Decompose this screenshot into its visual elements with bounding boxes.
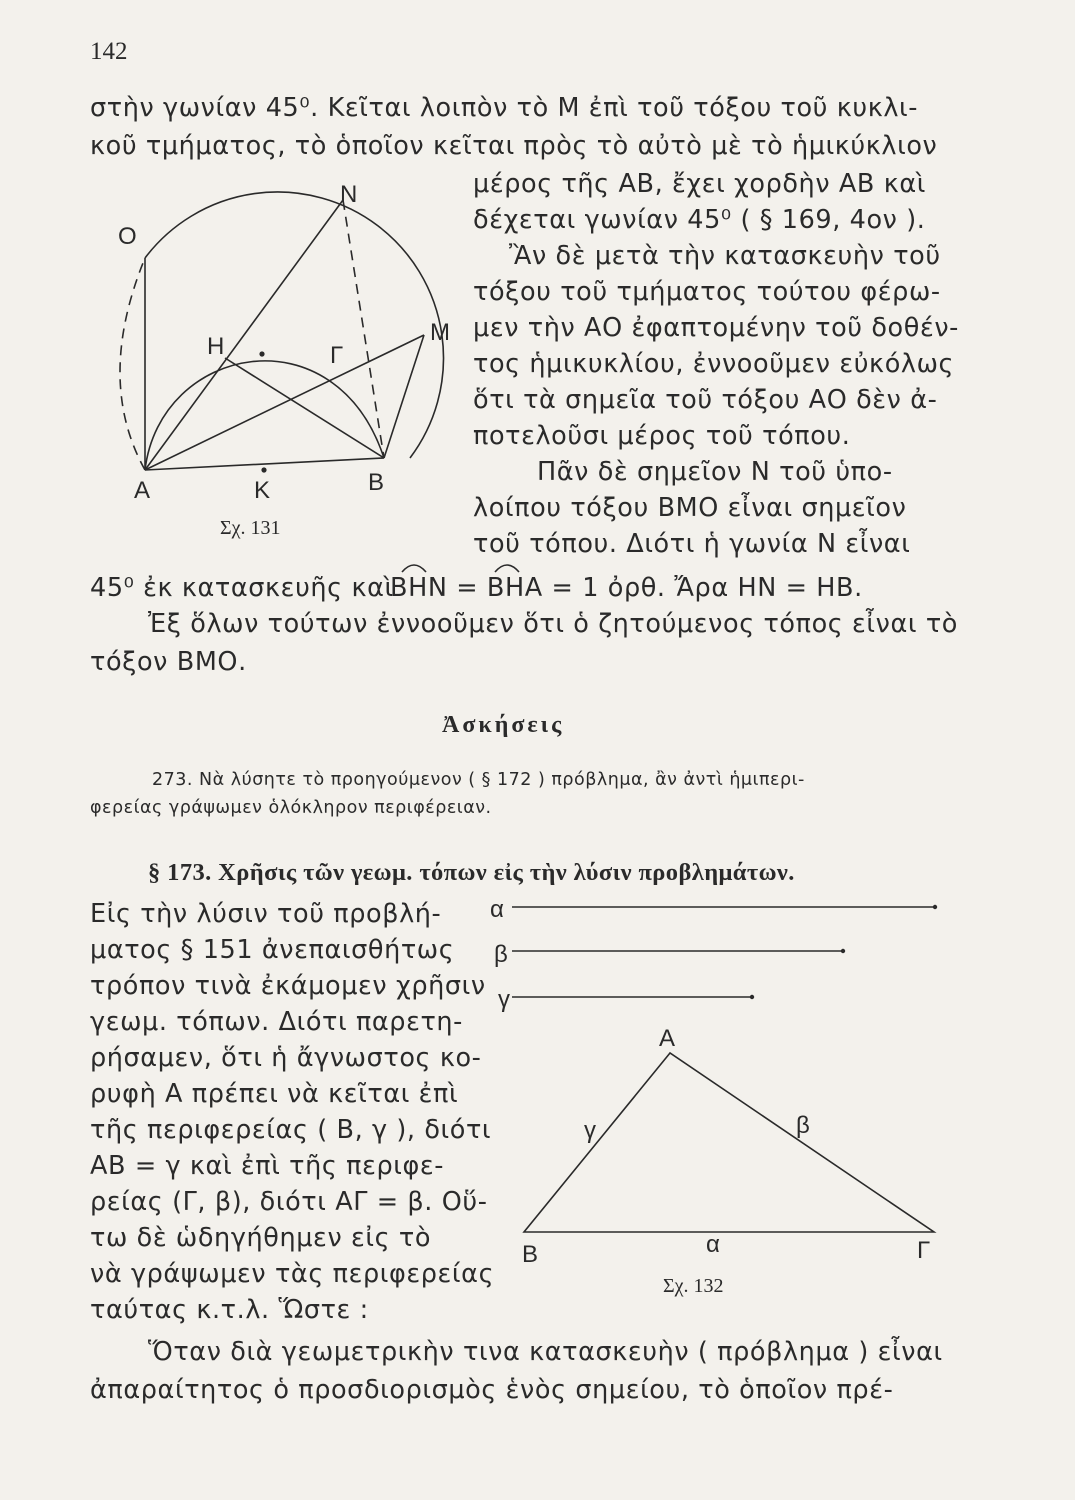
figure-caption: Σχ. 132 [663, 1275, 724, 1297]
text-line: ἀπαραίτητος ὁ προσδιορισμὸς ἑνὸς σημείου, τὸ ὁποῖον πρέ- [90, 1375, 894, 1405]
text-line: μεν τὴν ΑΟ ἐφαπτομένην τοῦ δοθέν- [473, 313, 959, 343]
text-line: γεωμ. τόπων. Διότι παρετη- [90, 1007, 463, 1037]
text-line: τόξου τοῦ τμήματος τούτου φέρω- [473, 277, 941, 307]
text-line: Πᾶν δὲ σημεῖον Ν τοῦ ὑπο- [537, 457, 893, 487]
figure-caption: Σχ. 131 [220, 517, 281, 539]
text-line: κοῦ τμήματος, τὸ ὁποῖον κεῖται πρὸς τὸ αὐτὸ μὲ τὸ ἡμικύκλιον [90, 131, 938, 161]
point-label: Ο [118, 223, 137, 250]
text-line: 45⁰ ἐκ κατασκευῆς καὶ [90, 573, 394, 603]
page-number: 142 [90, 38, 128, 65]
point-label: Α [134, 477, 151, 504]
exercise-line: φερείας γράψωμεν ὁλόκληρον περιφέρειαν. [90, 798, 492, 818]
text-line: ρήσαμεν, ὅτι ἡ ἄγνωστος κο- [90, 1043, 482, 1073]
text-line: τρόπον τινὰ ἐκάμομεν χρῆσιν [90, 971, 486, 1001]
exercises-heading: Ἀσκήσεις [442, 712, 565, 738]
vertex-label: Β [522, 1241, 539, 1268]
text-line: νὰ γράψωμεν τὰς περιφερείας [90, 1259, 495, 1289]
point-label: Β [368, 469, 385, 496]
section-title: § 173. Χρῆσις τῶν γεωμ. τόπων εἰς τὴν λύσιν προβλημάτων. [148, 859, 795, 886]
text-line: λοίπου τόξου ΒΜΟ εἶναι σημεῖον [473, 493, 907, 523]
point-label: Η [207, 333, 225, 360]
segment-label: γ [498, 986, 510, 1013]
text-line: Εἰς τὴν λύσιν τοῦ προβλή- [90, 899, 442, 929]
text-line: ΑΒ = γ καὶ ἐπὶ τῆς περιφε- [90, 1151, 445, 1181]
side-label: α [706, 1231, 720, 1258]
point-label: Κ [254, 477, 271, 504]
vertex-label: Α [659, 1025, 676, 1052]
text-line: ρυφὴ Α πρέπει νὰ κεῖται ἐπὶ [90, 1079, 459, 1109]
text-line: ρείας (Γ, β), διότι ΑΓ = β. Οὕ- [90, 1187, 488, 1217]
text-line: ματος § 151 ἀνεπαισθήτως [90, 935, 455, 965]
segment-label: β [494, 941, 508, 968]
point-label: Γ [330, 342, 344, 369]
side-label: β [796, 1112, 810, 1139]
text-line: τοῦ τόπου. Διότι ἡ γωνία Ν εἶναι [473, 529, 911, 559]
vertex-label: Γ [917, 1237, 931, 1264]
text-line: Ὅταν διὰ γεωμετρικὴν τινα κατασκευὴν ( πρόβλημα ) εἶναι [148, 1337, 943, 1367]
text-line: τόξον ΒΜΟ. [90, 647, 247, 677]
text-line: στὴν γωνίαν 45⁰. Κεῖται λοιπὸν τὸ Μ ἐπὶ τοῦ τόξου τοῦ κυκλι- [90, 93, 919, 123]
segment-label: α [490, 896, 504, 923]
text-line: Ἂν δὲ μετὰ τὴν κατασκευὴν τοῦ [509, 241, 941, 271]
text-line: ὅτι τὰ σημεῖα τοῦ τόξου ΑΟ δὲν ἀ- [473, 385, 938, 415]
text-line: Ἐξ ὅλων τούτων ἐννοοῦμεν ὅτι ὁ ζητούμενος τόπος εἶναι τὸ [148, 609, 958, 639]
point-label: Ν [340, 181, 358, 208]
text-line: τος ἡμικυκλίου, ἐννοοῦμεν εὐκόλως [473, 349, 955, 379]
text-line: δέχεται γωνίαν 45⁰ ( § 169, 4ον ). [473, 205, 926, 235]
exercise-line: 273. Νὰ λύσητε τὸ προηγούμενον ( § 172 ) πρόβλημα, ἂν ἀντὶ ἡμιπερι- [152, 770, 805, 790]
text-line: τω δὲ ὡδηγήθημεν εἰς τὸ [90, 1223, 432, 1253]
text-line: ποτελοῦσι μέρος τοῦ τόπου. [473, 421, 851, 451]
text-line: τῆς περιφερείας ( Β, γ ), διότι [90, 1115, 492, 1145]
point-label: Μ [430, 319, 450, 346]
side-label: γ [584, 1117, 596, 1144]
text-line: μέρος τῆς ΑΒ, ἔχει χορδὴν ΑΒ καὶ [473, 169, 926, 199]
formula-line: ΒΗΝ = ΒΗΑ = 1 ὀρθ. Ἄρα ΗΝ = ΗΒ. [390, 573, 863, 603]
text-line: ταύτας κ.τ.λ. Ὥστε : [90, 1295, 369, 1325]
